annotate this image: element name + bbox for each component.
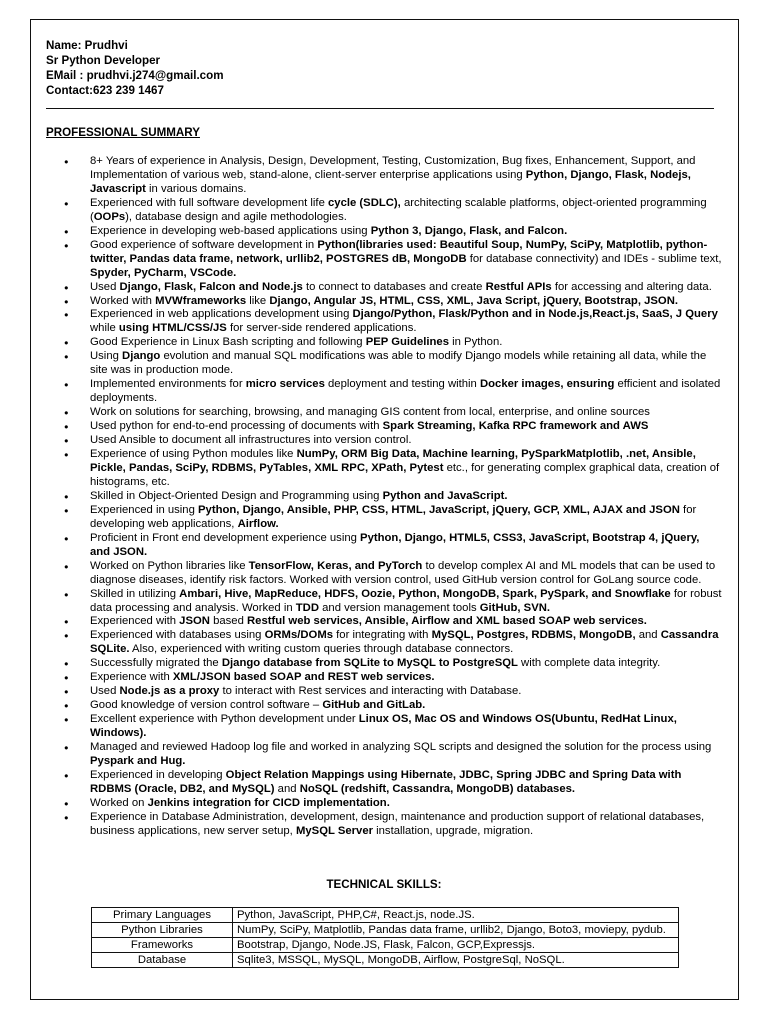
summary-bullet: [62, 629, 722, 657]
bullet-text: Experienced in using: [90, 503, 199, 516]
skills-row: [92, 938, 679, 953]
summary-bullet: [62, 378, 722, 406]
bullet-bold-text: Django: [122, 350, 161, 363]
bullet-text: for database connectivity) and IDEs - sublime text,: [466, 252, 722, 265]
bullet-text: to connect to databases and create: [302, 280, 486, 293]
summary-bullet: [62, 155, 722, 197]
bullet-text: for server-side rendered applications.: [226, 322, 417, 335]
bullet-bold-text: Node.js as a proxy: [119, 685, 220, 698]
bullet-text: with complete data integrity.: [517, 657, 661, 670]
bullet-bold-text: MySQL Server: [295, 824, 373, 837]
bullet-text: 8+ Years of experience in Analysis, Design, Development, Testing, Customization, Bug fixes, Enhancement, Support, and Implementation of various web, stand-alone, client-server enterprise applications using: [90, 155, 696, 181]
bullet-bold-text: Docker images, ensuring: [479, 378, 615, 391]
bullet-bold-text: Jenkins integration for CICD implementation.: [147, 796, 390, 809]
bullet-text: and version management tools: [318, 601, 480, 614]
summary-bullet: [62, 295, 722, 309]
bullet-bold-text: Python and JavaScript.: [382, 489, 508, 502]
candidate-role: Sr Python Developer: [46, 54, 161, 67]
summary-bullet: [62, 281, 722, 295]
bullet-text: Used: [90, 685, 120, 698]
summary-bullet: [62, 713, 722, 741]
bullet-bold-text: Python(libraries used: Beautiful Soup, NumPy, SciPy, Matplotlib, python-twitter, Pandas data frame, network, urllib2, POSTGRES dB, MongoDB: [90, 238, 708, 265]
bullet-text: while: [90, 322, 119, 335]
summary-bullet: [62, 797, 722, 811]
bullet-bold-text: using HTML/CSS/JS: [118, 322, 227, 335]
bullet-text: Experienced in web applications development using: [90, 308, 353, 321]
bullet-text: Worked on Python libraries like: [90, 559, 249, 572]
summary-bullet: [62, 308, 722, 336]
bullet-text: and: [635, 629, 661, 642]
bullet-bold-text: GitHub and GitLab.: [322, 699, 426, 712]
bullet-text: for robust data processing and analysis. Worked in: [90, 587, 722, 614]
technical-skills-heading: TECHNICAL SKILLS:: [326, 878, 442, 891]
bullet-text: Experienced with: [90, 615, 180, 628]
summary-bullet: [62, 490, 722, 504]
bullet-bold-text: Pyspark and Hug.: [90, 754, 186, 767]
bullet-text: Skilled in Object-Oriented Design and Programming using: [90, 489, 383, 502]
summary-bullet: [62, 197, 722, 225]
bullet-bold-text: Python, Django, Ansible, PHP, CSS, HTML, JavaScript, jQuery, GCP, XML, AJAX and JSON: [198, 503, 680, 516]
professional-summary-heading: PROFESSIONAL SUMMARY: [46, 126, 200, 139]
bullet-bold-text: Django, Angular JS, HTML, CSS, XML, Java Script, jQuery, Bootstrap, JSON.: [269, 294, 678, 307]
bullet-text: ), database design and agile methodologies.: [125, 210, 347, 223]
bullet-bold-text: Restful APIs: [485, 280, 552, 293]
bullet-bold-text: MySQL, Postgres, RDBMS, MongoDB,: [431, 629, 636, 642]
bullet-text: Skilled in utilizing: [90, 587, 180, 600]
bullet-bold-text: GitHub, SVN.: [479, 601, 551, 614]
summary-bullet: [62, 699, 722, 713]
skills-row: [92, 923, 679, 938]
summary-bullet: [62, 350, 722, 378]
bullet-text: Excellent experience with Python development under: [90, 713, 359, 726]
bullet-text: and: [274, 782, 300, 795]
skill-values: Bootstrap, Django, Node.JS, Flask, Falcon, GCP,Expressjs.: [233, 938, 679, 953]
header-divider: [46, 108, 714, 109]
summary-bullet: [62, 811, 722, 839]
bullet-bold-text: Spark Streaming, Kafka RPC framework and AWS: [382, 420, 649, 433]
bullet-text: Using: [90, 350, 123, 363]
summary-bullet: [62, 685, 722, 699]
bullet-text: Work on solutions for searching, browsing, and managing GIS content from local, enterprise, and online sources: [90, 406, 650, 419]
bullet-bold-text: JSON: [179, 615, 210, 628]
bullet-bold-text: Spyder, PyCharm, VSCode.: [90, 266, 237, 279]
summary-bullet: [62, 769, 722, 797]
summary-bullet: [62, 588, 722, 616]
bullet-text: Also, experienced with writing custom queries through database connectors.: [129, 643, 514, 656]
bullet-text: Experience in Database Administration, development, design, maintenance and production support of relational databases, business applications, new server setup,: [90, 810, 705, 837]
summary-bullet: [62, 615, 722, 629]
candidate-contact: Contact:623 239 1467: [46, 84, 164, 97]
bullet-bold-text: XML/JSON based SOAP and REST web services.: [172, 671, 435, 684]
bullet-text: based: [209, 615, 247, 628]
bullet-bold-text: Django, Flask, Falcon and Node.js: [119, 280, 303, 293]
skill-category: Python Libraries: [92, 923, 233, 938]
summary-bullet: [62, 741, 722, 769]
bullet-text: evolution and manual SQL modifications was able to modify Django models while retaining all data, while the site was in production mode.: [90, 350, 707, 377]
bullet-text: Experienced in developing: [90, 768, 226, 781]
summary-bullet: [62, 406, 722, 420]
bullet-text: Good experience of software development in: [90, 238, 318, 251]
bullet-text: Good knowledge of version control software –: [90, 699, 323, 712]
bullet-text: to interact with Rest services and interacting with Database.: [219, 685, 522, 698]
bullet-text: efficient and isolated deployments.: [90, 378, 721, 405]
bullet-bold-text: Ambari, Hive, MapReduce, HDFS, Oozie, Python, MongoDB, Spark, PySpark, and Snowflake: [179, 587, 671, 600]
summary-bullet: [62, 448, 722, 490]
bullet-bold-text: Airflow.: [237, 517, 279, 530]
bullet-text: Used python for end-to-end processing of documents with: [90, 420, 383, 433]
bullet-bold-text: PEP Guidelines: [365, 336, 449, 349]
skill-category: Frameworks: [92, 938, 233, 953]
bullet-text: to develop complex AI and ML models that can be used to diagnose diseases, identify risk factors. Worked with version control, used GitHub version control for GoLang source code.: [90, 559, 716, 586]
bullet-bold-text: Object Relation Mappings using Hibernate, JDBC, Spring JDBC and Spring Data with RDBMS (Oracle, DB2, and MySQL): [90, 768, 682, 795]
bullet-bold-text: NumPy, ORM Big Data, Machine learning, PySparkMatplotlib, .net, Ansible, Pickle, Pandas, SciPy, RDBMS, PyTables, XML RPC, XPath, Pytest: [90, 448, 696, 474]
candidate-name: Name: Prudhvi: [46, 39, 128, 52]
bullet-bold-text: TensorFlow, Keras, and PyTorch: [248, 559, 423, 572]
summary-bullet: [62, 434, 722, 448]
skill-values: NumPy, SciPy, Matplotlib, Pandas data frame, urllib2, Django, Boto3, moviepy, pydub.: [233, 923, 679, 938]
bullet-text: Proficient in Front end development experience using: [90, 531, 361, 544]
bullet-bold-text: MVWframeworks: [155, 294, 247, 307]
bullet-text: Used: [90, 280, 120, 293]
bullet-text: installation, upgrade, migration.: [373, 824, 534, 837]
summary-bullet: [62, 239, 722, 281]
contact-header: [46, 38, 224, 98]
bullet-bold-text: micro services: [245, 378, 325, 391]
bullet-text: for developing web applications,: [90, 503, 697, 530]
skill-category: Primary Languages: [92, 908, 233, 923]
bullet-text: for integrating with: [333, 629, 432, 642]
bullet-bold-text: Django/Python, Flask/Python and in Node.js,React.js, SaaS, J Query: [352, 308, 718, 321]
bullet-bold-text: Django database from SQLite to MySQL to PostgreSQL: [221, 657, 518, 670]
skills-row: [92, 953, 679, 968]
bullet-bold-text: Python, Django, Flask, Nodejs, Javascript: [90, 168, 691, 195]
bullet-text: Experience with: [90, 671, 173, 684]
summary-bullet: [62, 336, 722, 350]
bullet-text: Experienced with databases using: [90, 629, 265, 642]
bullet-text: in various domains.: [145, 182, 247, 195]
bullet-bold-text: Linux OS, Mac OS and Windows OS(Ubuntu, RedHat Linux, Windows).: [90, 713, 677, 740]
bullet-text: architecting scalable platforms, object-oriented programming (: [90, 196, 707, 223]
bullet-bold-text: NoSQL (redshift, Cassandra, MongoDB) databases.: [299, 782, 576, 795]
bullet-text: deployment and testing within: [324, 378, 480, 391]
bullet-text: etc., for generating complex graphical data, creation of histograms, etc.: [90, 461, 720, 488]
skill-values: Sqlite3, MSSQL, MySQL, MongoDB, Airflow, PostgreSql, NoSQL.: [233, 953, 679, 968]
bullet-text: Worked on: [90, 796, 148, 809]
summary-bullet: [62, 671, 722, 685]
bullet-bold-text: TDD: [295, 601, 319, 614]
bullet-text: Successfully migrated the: [90, 657, 222, 670]
summary-bullet: [62, 420, 722, 434]
bullet-text: Used Ansible to document all infrastructures into version control.: [90, 434, 412, 447]
technical-skills-table: [91, 907, 679, 968]
summary-bullet: [62, 504, 722, 532]
bullet-text: Implemented environments for: [90, 378, 246, 391]
skills-row: [92, 908, 679, 923]
skill-category: Database: [92, 953, 233, 968]
bullet-text: for accessing and altering data.: [551, 280, 712, 293]
summary-bullet: [62, 225, 722, 239]
skill-values: Python, JavaScript, PHP,C#, React.js, node.JS.: [233, 908, 679, 923]
candidate-email: EMail : prudhvi.j274@gmail.com: [46, 69, 224, 82]
bullet-text: Experience in developing web-based applications using: [90, 224, 371, 237]
bullet-bold-text: Restful web services, Ansible, Airflow and XML based SOAP web services.: [247, 615, 647, 628]
summary-list: [62, 155, 722, 839]
bullet-bold-text: Cassandra SQLite.: [90, 629, 719, 656]
bullet-bold-text: OOPs: [93, 210, 126, 223]
summary-bullet: [62, 532, 722, 560]
bullet-bold-text: Python, Django, HTML5, CSS3, JavaScript, Bootstrap 4, jQuery, and JSON.: [90, 531, 700, 558]
bullet-text: like: [246, 294, 270, 307]
summary-bullet: [62, 657, 722, 671]
bullet-text: Good Experience in Linux Bash scripting and following: [90, 336, 366, 349]
bullet-text: Managed and reviewed Hadoop log file and worked in analyzing SQL scripts and designed the solution for the process using: [90, 741, 712, 754]
bullet-text: Experience of using Python modules like: [90, 448, 297, 461]
bullet-text: in Python.: [448, 336, 503, 349]
bullet-bold-text: ORMs/DOMs: [264, 629, 334, 642]
summary-bullet: [62, 560, 722, 588]
bullet-text: Experienced with full software development life: [90, 196, 328, 209]
bullet-bold-text: Python 3, Django, Flask, and Falcon.: [370, 224, 568, 237]
bullet-text: Worked with: [90, 294, 156, 307]
bullet-bold-text: cycle (SDLC),: [328, 196, 401, 209]
